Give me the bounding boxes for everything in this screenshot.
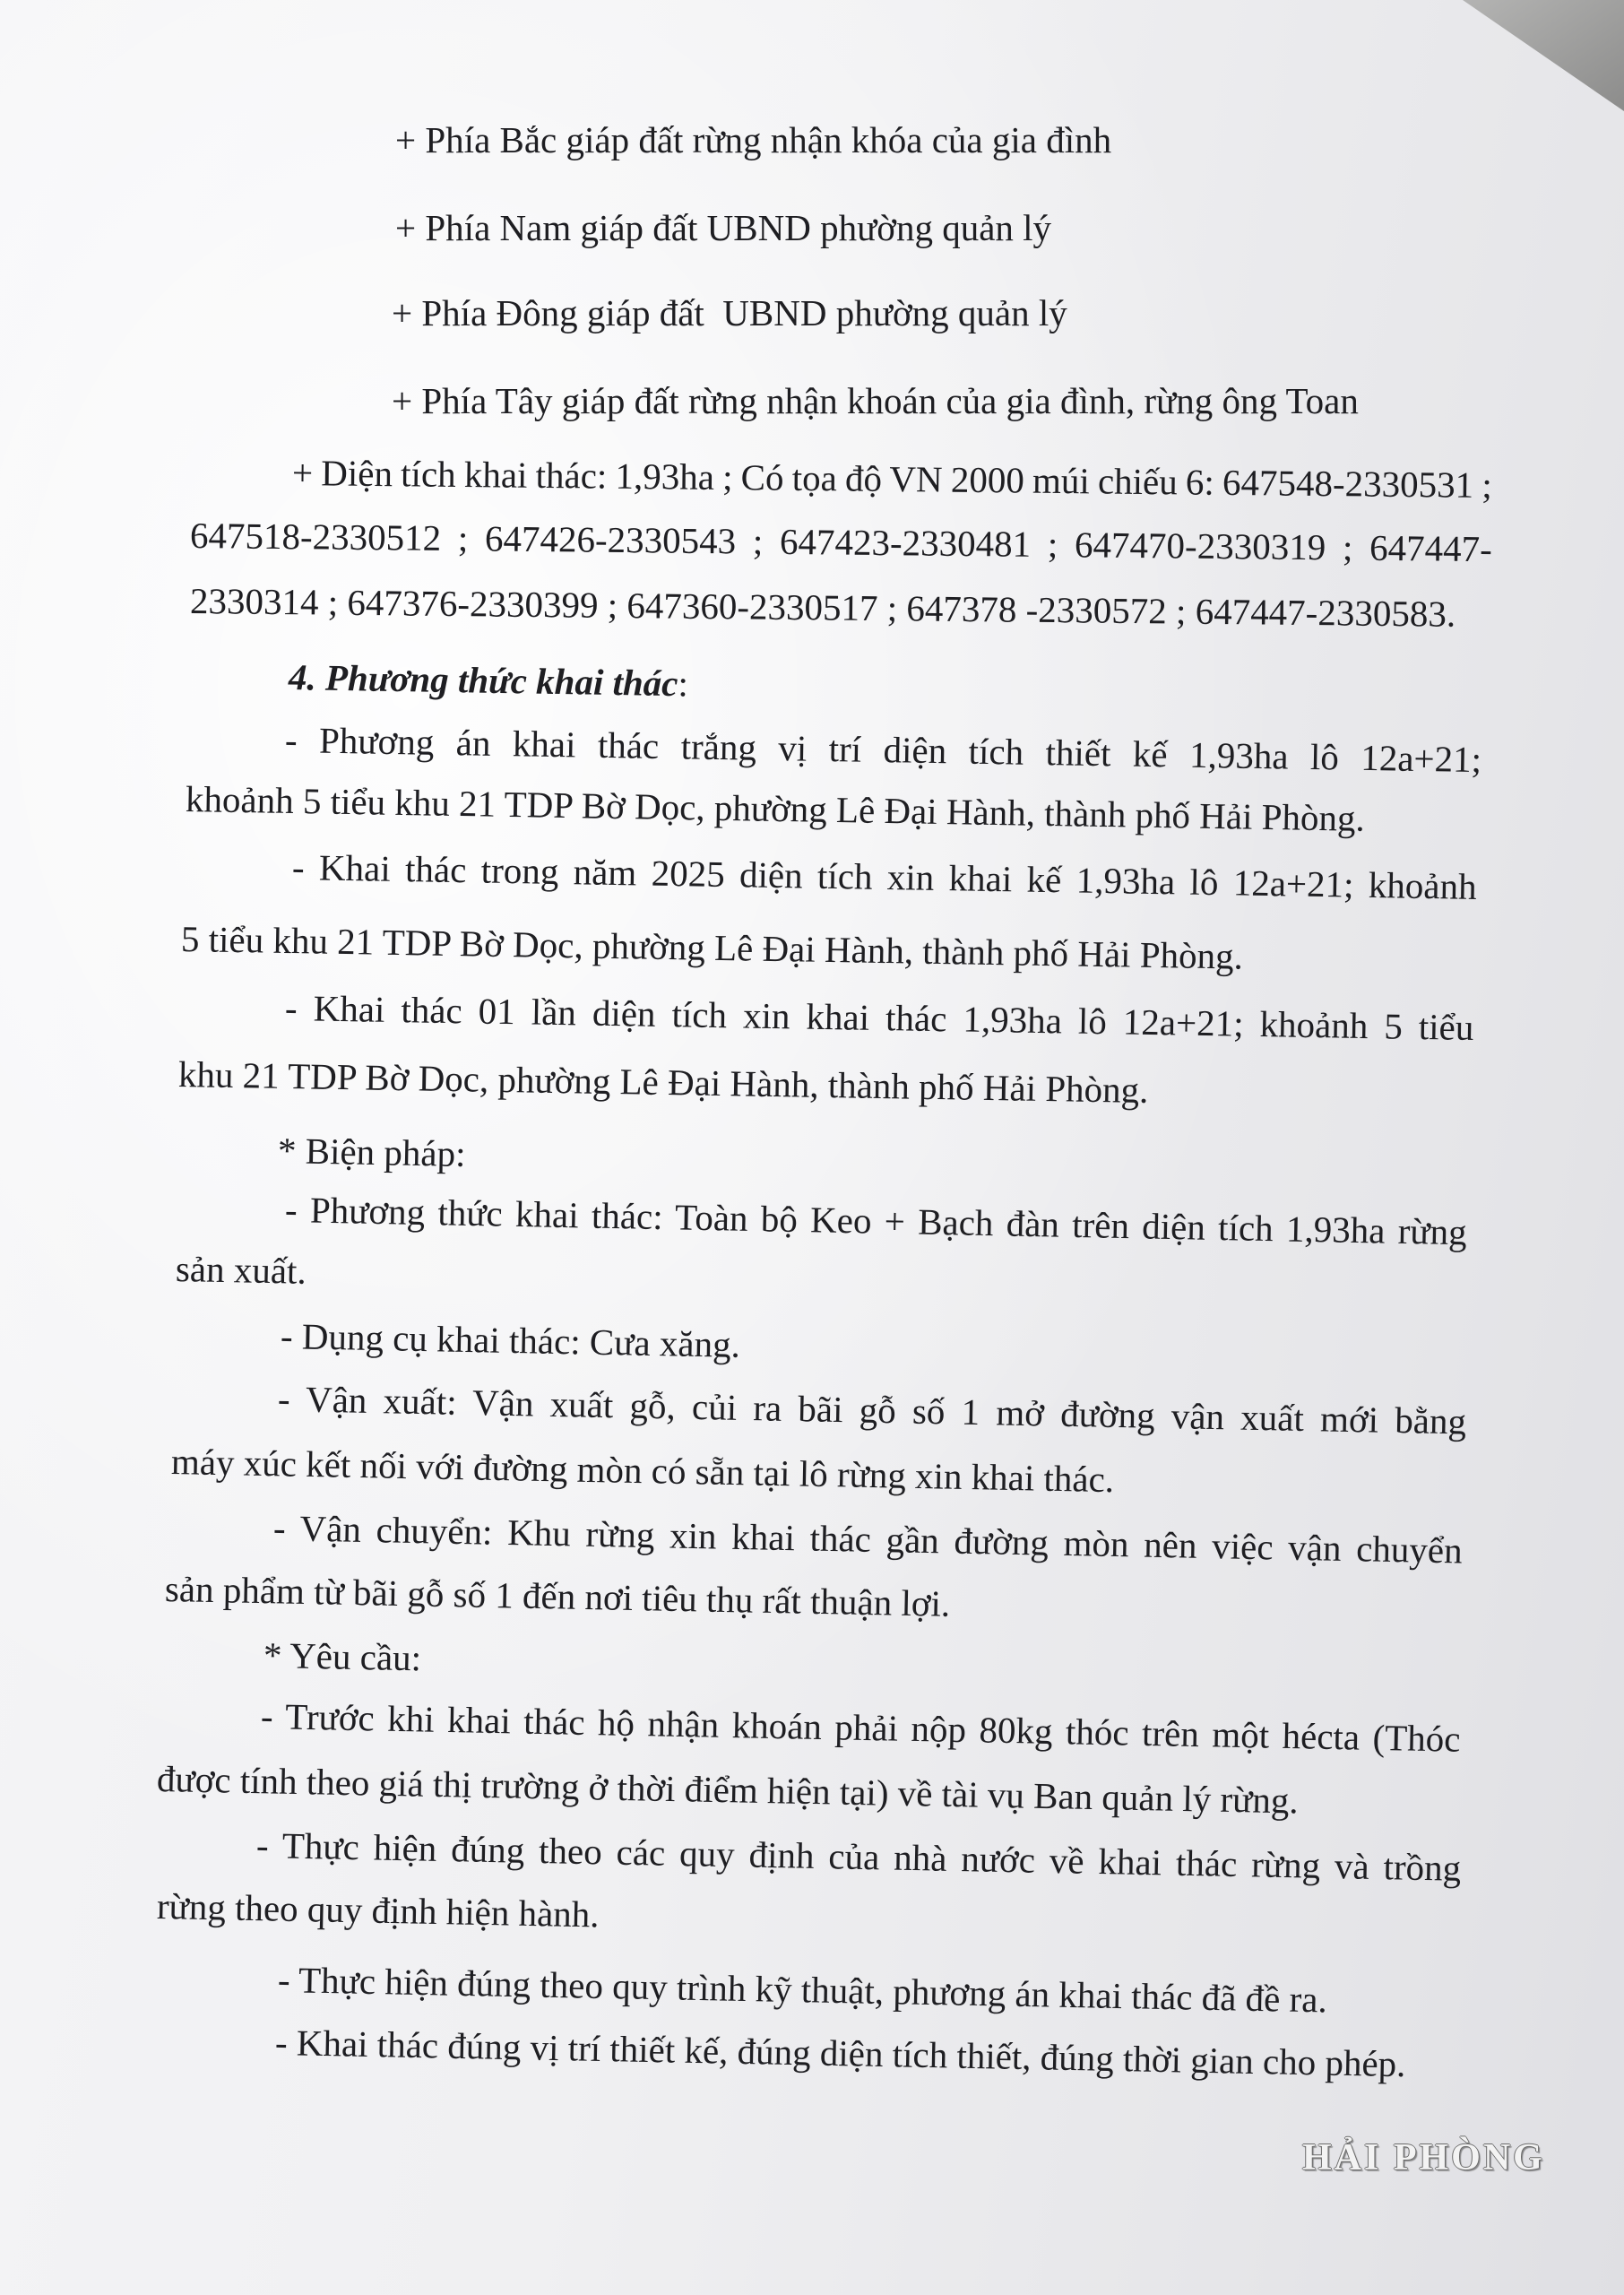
measure-item-line	[285, 1186, 1468, 1255]
requirement-item-line	[256, 1822, 1462, 1892]
requirement-item-line	[261, 1693, 1462, 1762]
requirement-item-line: rừng theo quy định hiện hành.	[156, 1885, 600, 1936]
section-heading	[289, 654, 689, 706]
area-line	[292, 449, 1492, 508]
method-paragraph-text: - Khai thác 01 lần diện tích xin khai thác 1,93ha lô 12a+21; khoảnh 5 tiểu	[284, 987, 1474, 1048]
measures-heading: * Biện pháp:	[277, 1130, 466, 1175]
background-corner	[1463, 0, 1624, 111]
coordinates-line-text: 647518-2330512 ; 647426-2330543 ; 647423-2330481 ; 647470-2330319 ; 647447-	[189, 515, 1493, 570]
measure-item-text: - Phương thức khai thác: Toàn bộ Keo + Bạch đàn trên diện tích 1,93ha rừng	[284, 1189, 1468, 1253]
section-title-colon: :	[678, 663, 689, 705]
method-paragraph-line	[285, 984, 1475, 1051]
requirement-item-line: - Khai thác đúng vị trí thiết kế, đúng diện tích thiết, đúng thời gian cho phép.	[274, 2022, 1406, 2085]
requirement-item-text: - Thực hiện đúng theo các quy định của nhà nước về khai thác rừng và trồng	[255, 1824, 1462, 1889]
requirement-item-line: được tính theo giá thị trường ở thời điểm hiện tại) về tài vụ Ban quản lý rừng.	[156, 1758, 1300, 1822]
watermark-logo: HẢI PHÒNG	[1302, 2137, 1545, 2178]
measure-item-line	[278, 1375, 1467, 1444]
boundary-north: + Phía Bắc giáp đất rừng nhận khóa của gia đình	[395, 119, 1112, 160]
method-paragraph-text: - Khai thác trong năm 2025 diện tích xin khai kế 1,93ha lô 12a+21; khoảnh	[291, 846, 1477, 907]
measure-item-text: - Vận chuyển: Khu rừng xin khai thác gần đường mòn nên việc vận chuyển	[272, 1507, 1464, 1572]
method-paragraph-line: khoảnh 5 tiểu khu 21 TDP Bờ Dọc, phường Lê Đại Hành, thành phố Hải Phòng.	[185, 778, 1366, 839]
boundary-west: + Phía Tây giáp đất rừng nhận khoán của gia đình, rừng ông Toan	[392, 380, 1359, 421]
method-paragraph-line	[292, 844, 1478, 910]
coordinates-line	[190, 512, 1492, 572]
method-paragraph-line: 5 tiểu khu 21 TDP Bờ Dọc, phường Lê Đại Hành, thành phố Hải Phòng.	[180, 918, 1244, 977]
measure-item-line: sản xuất.	[175, 1248, 307, 1292]
boundary-south: + Phía Nam giáp đất UBND phường quản lý	[395, 207, 1052, 248]
boundary-east: + Phía Đông giáp đất UBND phường quản lý	[392, 292, 1067, 333]
requirement-item-text: - Trước khi khai thác hộ nhận khoán phải nộp 80kg thóc trên một hécta (Thóc	[260, 1695, 1461, 1760]
section-title: 4. Phương thức khai thác	[288, 656, 678, 705]
coordinates-line: 2330314 ; 647376-2330399 ; 647360-2330517 ; 647378 -2330572 ; 647447-2330583.	[189, 580, 1456, 635]
measure-item-line: - Dụng cụ khai thác: Cưa xăng.	[280, 1315, 741, 1365]
measure-item-line: máy xúc kết nối với đường mòn có sẵn tại lô rừng xin khai thác.	[170, 1441, 1115, 1501]
method-paragraph-line: khu 21 TDP Bờ Dọc, phường Lê Đại Hành, thành phố Hải Phòng.	[177, 1053, 1149, 1111]
method-paragraph-line	[285, 716, 1482, 783]
requirement-item-line: - Thực hiện đúng theo quy trình kỹ thuật, phương án khai thác đã đề ra.	[277, 1959, 1328, 2021]
requirements-heading: * Yêu cầu:	[263, 1634, 422, 1679]
measure-item-line: sản phẩm từ bãi gỗ số 1 đến nơi tiêu thụ rất thuận lợi.	[164, 1568, 951, 1624]
measure-item-text: - Vận xuất: Vận xuất gỗ, củi ra bãi gỗ số 1 mở đường vận xuất mới bằng	[277, 1378, 1467, 1442]
measure-item-line	[273, 1504, 1464, 1573]
area-line-text: + Diện tích khai thác: 1,93ha ; Có tọa độ VN 2000 múi chiếu 6: 647548-2330531 ;	[291, 452, 1492, 507]
method-paragraph-text: - Phương án khai thác trắng vị trí diện tích thiết kế 1,93ha lô 12a+21;	[284, 719, 1482, 781]
